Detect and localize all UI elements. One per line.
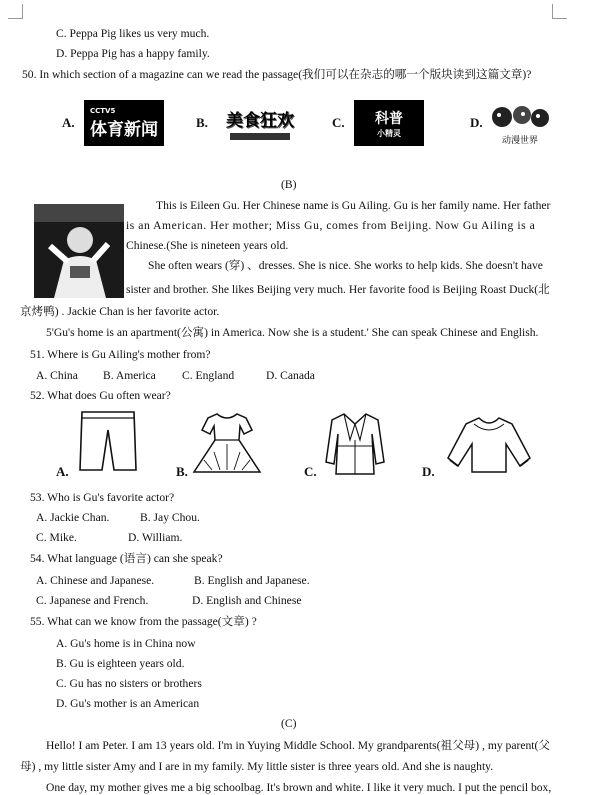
q51-stem: 51. Where is Gu Ailing's mother from?	[30, 348, 211, 361]
logo-b-band	[230, 133, 290, 140]
passage-c-line-2: 母) , my little sister Amy and I are in my family. My little sister is three years old. And she is naughty.	[20, 760, 494, 773]
coat-icon	[324, 410, 386, 478]
q55-option-c: C. Gu has no sisters or brothers	[56, 677, 202, 690]
q53-option-a: A. Jackie Chan.	[36, 511, 110, 524]
q52-stem: 52. What does Gu often wear?	[30, 389, 171, 402]
q53-option-b: B. Jay Chou.	[140, 511, 200, 524]
q50-letter-a: A.	[62, 115, 75, 130]
q53-stem: 53. Who is Gu's favorite actor?	[30, 491, 175, 504]
logo-d-small: 动漫世界	[501, 136, 538, 146]
passage-b-line-6: 京烤鸭) . Jackie Chan is her favorite actor.	[20, 305, 220, 318]
q54-option-c: C. Japanese and French.	[36, 594, 149, 607]
q51-option-b: B. America	[103, 369, 156, 382]
blouse-icon	[444, 414, 534, 476]
q53-option-d: D. William.	[128, 531, 183, 544]
q54-option-d: D. English and Chinese	[192, 594, 302, 607]
q52-letter-c: C.	[304, 464, 317, 479]
passage-b-line-4: She often wears (穿) 、dresses. She is nice. She works to help kids. She doesn't have	[148, 259, 543, 272]
q55-option-a: A. Gu's home is in China now	[56, 637, 196, 650]
passage-b-line-1: This is Eileen Gu. Her Chinese name is Gu Ailing. Gu is her family name. Her father	[156, 199, 551, 212]
q51-option-d: D. Canada	[266, 369, 315, 382]
q53-option-c: C. Mike.	[36, 531, 77, 544]
cartoon-world-logo	[486, 98, 554, 146]
q51-option-a: A. China	[36, 369, 78, 382]
athlete-photo-icon	[34, 204, 124, 298]
sports-news-logo	[84, 100, 164, 146]
logo-b-text: 美食狂欢	[226, 111, 294, 131]
passage-c-line-1: Hello! I am Peter. I am 13 years old. I'm in Yuying Middle School. My grandparents(祖父母) , my parent(父	[46, 739, 550, 752]
q50-letter-c: C.	[332, 115, 345, 130]
q55-option-d: D. Gu's mother is an American	[56, 697, 200, 710]
science-logo	[354, 100, 424, 146]
q50-letter-b: B.	[196, 115, 208, 130]
crop-mark-top-left	[8, 4, 23, 19]
q54-option-a: A. Chinese and Japanese.	[36, 574, 155, 587]
section-c-label: (C)	[281, 717, 297, 730]
q52-letter-a: A.	[56, 464, 69, 479]
q51-option-c: C. England	[182, 369, 235, 382]
passage-b-line-2: is an American. Her mother; Miss Gu, comes from Beijing. Now Gu Ailing is a	[126, 219, 536, 232]
trousers-icon	[78, 408, 138, 474]
cartoon-figures-icon	[488, 103, 552, 133]
q55-option-b: B. Gu is eighteen years old.	[56, 657, 185, 670]
q54-stem: 54. What language (语言) can she speak?	[30, 552, 223, 565]
logo-c-text: 科普	[375, 110, 403, 127]
logo-c-small: 小精灵	[377, 128, 401, 138]
q55-stem: 55. What can we know from the passage(文章) ?	[30, 615, 257, 628]
logo-a-small: CCTV5	[90, 106, 116, 115]
crop-mark-top-right	[552, 4, 567, 19]
passage-b-line-7: 5'Gu's home is an apartment(公寓) in America. Now she is a student.' She can speak Chinese and English.	[46, 326, 539, 339]
q52-letter-b: B.	[176, 464, 188, 479]
q54-option-b: B. English and Japanese.	[194, 574, 310, 587]
q50-stem: 50. In which section of a magazine can we read the passage(我们可以在杂志的哪一个版块读到这篇文章)?	[22, 68, 532, 81]
food-carnival-logo	[220, 102, 300, 144]
logo-a-text: 体育新闻	[90, 119, 158, 140]
q49-option-c: C. Peppa Pig likes us very much.	[56, 27, 210, 40]
q52-letter-d: D.	[422, 464, 435, 479]
passage-b-line-3: Chinese.(She is nineteen years old.	[126, 239, 289, 252]
section-b-label: (B)	[281, 178, 297, 191]
q49-option-d: D. Peppa Pig has a happy family.	[56, 47, 210, 60]
passage-c-line-3: One day, my mother gives me a big schoolbag. It's brown and white. I like it very much. I put the pencil box,	[46, 781, 552, 794]
dress-icon	[190, 410, 264, 476]
eileen-gu-photo	[34, 204, 124, 298]
passage-b-line-5: sister and brother. She likes Beijing very much. Her favorite food is Beijing Roast Duck(北	[126, 283, 550, 296]
q50-letter-d: D.	[470, 115, 483, 130]
